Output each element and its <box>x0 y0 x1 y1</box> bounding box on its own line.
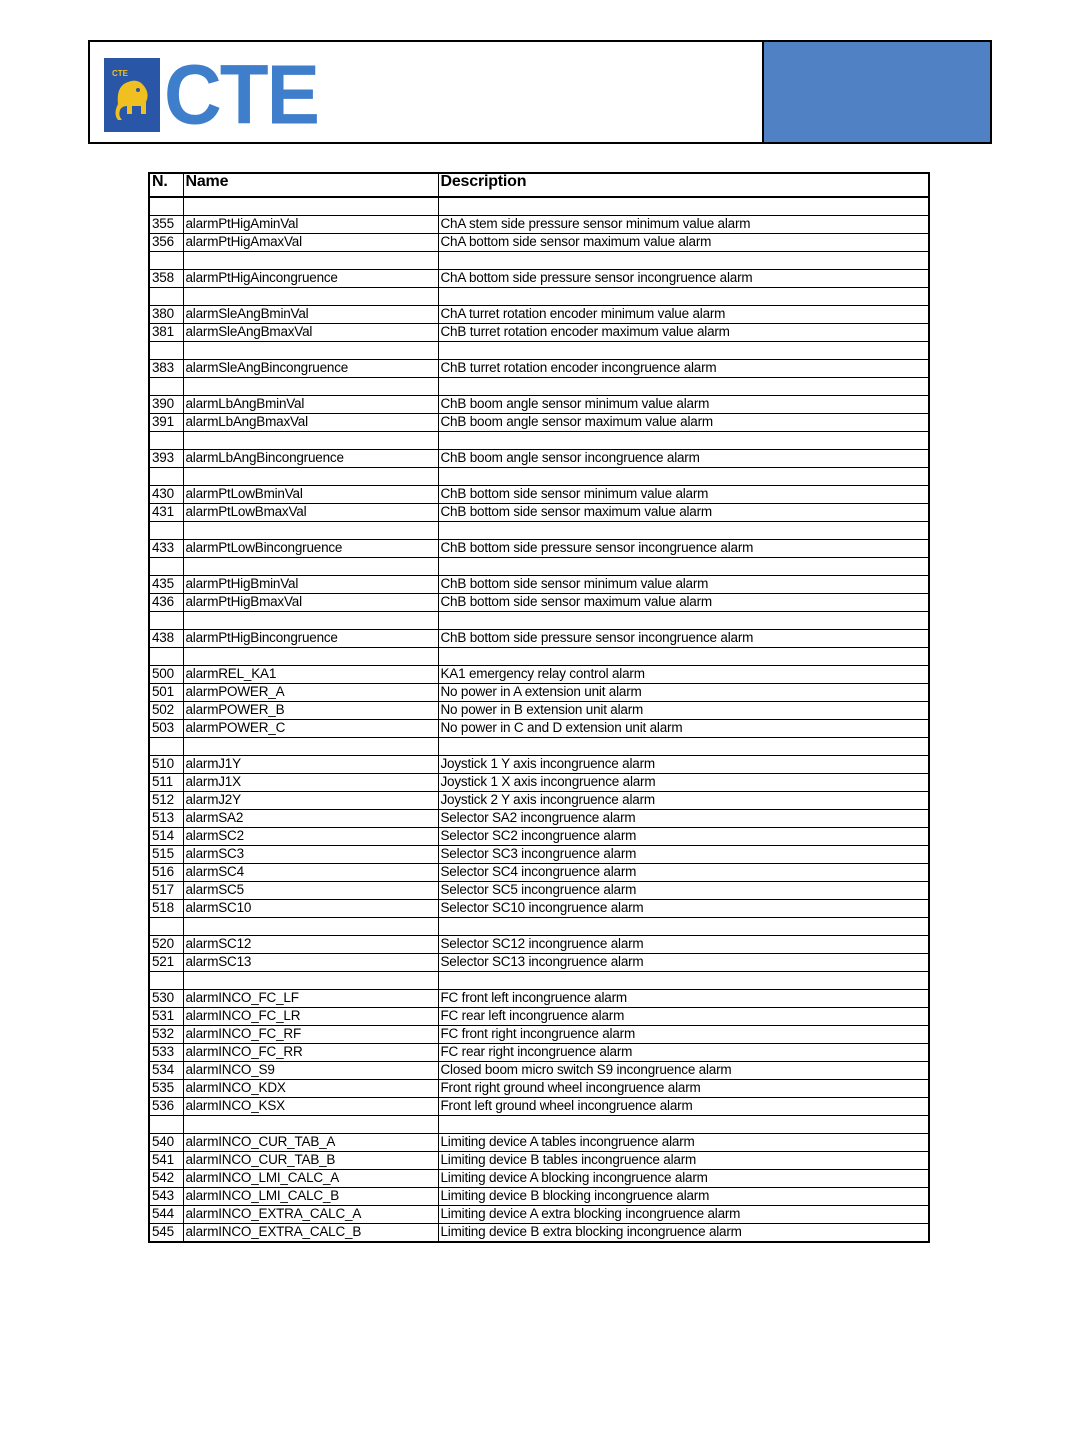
table-row <box>149 864 929 882</box>
cell-number: 521 <box>149 954 183 972</box>
cell-name: alarmINCO_LMI_CALC_B <box>183 1188 438 1206</box>
logo-text: CTE <box>164 47 318 142</box>
table-row <box>149 882 929 900</box>
cell-name: alarmINCO_FC_LR <box>183 1008 438 1026</box>
cell-number: 513 <box>149 810 183 828</box>
cell-description: ChB turret rotation encoder maximum value alarm <box>438 324 929 342</box>
table-row <box>149 1134 929 1152</box>
cell-name: alarmPtHigBmaxVal <box>183 594 438 612</box>
cell-number: 500 <box>149 666 183 684</box>
cell-name: alarmPtHigBincongruence <box>183 630 438 648</box>
header-blue-panel <box>762 42 990 142</box>
cell-number: 534 <box>149 1062 183 1080</box>
cell-name <box>183 288 438 306</box>
cell-number: 544 <box>149 1206 183 1224</box>
cell-number: 515 <box>149 846 183 864</box>
table-row-gap <box>149 197 929 216</box>
table-row <box>149 270 929 288</box>
cell-description: ChB boom angle sensor minimum value alarm <box>438 396 929 414</box>
cell-description: FC front left incongruence alarm <box>438 990 929 1008</box>
cell-description: ChA bottom side pressure sensor incongruence alarm <box>438 270 929 288</box>
table-row-gap <box>149 558 929 576</box>
table-row-gap <box>149 918 929 936</box>
cell-name <box>183 918 438 936</box>
table-row <box>149 1206 929 1224</box>
table-row <box>149 324 929 342</box>
cell-number: 355 <box>149 216 183 234</box>
cell-description: Selector SA2 incongruence alarm <box>438 810 929 828</box>
cell-description: Selector SC12 incongruence alarm <box>438 936 929 954</box>
document-header <box>88 40 992 144</box>
table-row <box>149 1080 929 1098</box>
cell-number <box>149 378 183 396</box>
cell-name: alarmINCO_KDX <box>183 1080 438 1098</box>
column-header-description: Description <box>438 173 929 197</box>
cell-description <box>438 378 929 396</box>
cell-description: FC front right incongruence alarm <box>438 1026 929 1044</box>
cell-description: ChB bottom side pressure sensor incongruence alarm <box>438 540 929 558</box>
cell-number: 436 <box>149 594 183 612</box>
cell-number: 520 <box>149 936 183 954</box>
table-row-gap <box>149 252 929 270</box>
cell-name: alarmSC12 <box>183 936 438 954</box>
cell-description: Joystick 1 Y axis incongruence alarm <box>438 756 929 774</box>
cell-name <box>183 197 438 216</box>
cell-number: 503 <box>149 720 183 738</box>
table-row <box>149 1062 929 1080</box>
cell-description: ChB bottom side pressure sensor incongruence alarm <box>438 630 929 648</box>
cell-number: 502 <box>149 702 183 720</box>
cell-name: alarmSC3 <box>183 846 438 864</box>
cell-number: 511 <box>149 774 183 792</box>
cell-number <box>149 558 183 576</box>
table-row-gap <box>149 738 929 756</box>
cell-description <box>438 288 929 306</box>
cell-number: 435 <box>149 576 183 594</box>
table-row <box>149 990 929 1008</box>
cell-name: alarmSC13 <box>183 954 438 972</box>
cell-name: alarmLbAngBminVal <box>183 396 438 414</box>
cell-description: Selector SC13 incongruence alarm <box>438 954 929 972</box>
cell-number <box>149 918 183 936</box>
cell-name: alarmSC4 <box>183 864 438 882</box>
table-row <box>149 828 929 846</box>
cell-number: 533 <box>149 1044 183 1062</box>
table-row <box>149 774 929 792</box>
table-row <box>149 216 929 234</box>
cell-number: 430 <box>149 486 183 504</box>
cell-description: ChB bottom side sensor maximum value alarm <box>438 594 929 612</box>
cell-number <box>149 197 183 216</box>
cell-name: alarmINCO_S9 <box>183 1062 438 1080</box>
cell-number: 531 <box>149 1008 183 1026</box>
table-row <box>149 1152 929 1170</box>
cell-number: 438 <box>149 630 183 648</box>
cell-description <box>438 522 929 540</box>
cell-number <box>149 252 183 270</box>
table-row <box>149 540 929 558</box>
alarm-table <box>148 172 930 1243</box>
cell-number: 536 <box>149 1098 183 1116</box>
cell-name: alarmINCO_CUR_TAB_B <box>183 1152 438 1170</box>
table-row <box>149 792 929 810</box>
cell-name: alarmSA2 <box>183 810 438 828</box>
cell-name <box>183 612 438 630</box>
table-row <box>149 504 929 522</box>
table-row-gap <box>149 522 929 540</box>
cell-number <box>149 612 183 630</box>
cell-name: alarmPtLowBmaxVal <box>183 504 438 522</box>
cell-number: 530 <box>149 990 183 1008</box>
table-row <box>149 846 929 864</box>
cell-number: 540 <box>149 1134 183 1152</box>
cell-number: 518 <box>149 900 183 918</box>
cell-name: alarmPOWER_A <box>183 684 438 702</box>
cell-description <box>438 432 929 450</box>
cell-number: 381 <box>149 324 183 342</box>
cell-name: alarmSleAngBminVal <box>183 306 438 324</box>
table-row-gap <box>149 972 929 990</box>
table-row <box>149 684 929 702</box>
cell-description: Limiting device B extra blocking incongruence alarm <box>438 1224 929 1243</box>
cell-number: 356 <box>149 234 183 252</box>
cell-name <box>183 972 438 990</box>
cell-description: Joystick 2 Y axis incongruence alarm <box>438 792 929 810</box>
svg-text:CTE: CTE <box>112 69 128 78</box>
cell-name: alarmINCO_CUR_TAB_A <box>183 1134 438 1152</box>
cell-description: ChA stem side pressure sensor minimum value alarm <box>438 216 929 234</box>
cell-name: alarmPOWER_C <box>183 720 438 738</box>
cell-number: 514 <box>149 828 183 846</box>
table-row <box>149 936 929 954</box>
table-row-gap <box>149 612 929 630</box>
cell-name: alarmINCO_FC_RR <box>183 1044 438 1062</box>
cell-number: 390 <box>149 396 183 414</box>
cell-description: Closed boom micro switch S9 incongruence alarm <box>438 1062 929 1080</box>
cell-name: alarmINCO_EXTRA_CALC_B <box>183 1224 438 1243</box>
cell-number <box>149 468 183 486</box>
cell-description: Front left ground wheel incongruence alarm <box>438 1098 929 1116</box>
table-row <box>149 414 929 432</box>
cell-description: Limiting device B blocking incongruence alarm <box>438 1188 929 1206</box>
cell-name: alarmINCO_LMI_CALC_A <box>183 1170 438 1188</box>
cell-number: 535 <box>149 1080 183 1098</box>
table-row <box>149 630 929 648</box>
cell-name: alarmPtHigAincongruence <box>183 270 438 288</box>
table-row <box>149 720 929 738</box>
cell-description: ChA turret rotation encoder minimum value alarm <box>438 306 929 324</box>
cell-description <box>438 558 929 576</box>
cell-description: ChB boom angle sensor incongruence alarm <box>438 450 929 468</box>
cell-name: alarmPtLowBminVal <box>183 486 438 504</box>
cell-description: Selector SC4 incongruence alarm <box>438 864 929 882</box>
cell-name: alarmSC2 <box>183 828 438 846</box>
table-row <box>149 702 929 720</box>
table-row <box>149 954 929 972</box>
table-row <box>149 810 929 828</box>
cell-name <box>183 468 438 486</box>
cell-description: Limiting device B tables incongruence alarm <box>438 1152 929 1170</box>
table-header-row <box>149 173 929 197</box>
cell-number: 501 <box>149 684 183 702</box>
cell-description <box>438 342 929 360</box>
cell-number: 542 <box>149 1170 183 1188</box>
cell-name <box>183 432 438 450</box>
table-row <box>149 1170 929 1188</box>
cell-number: 545 <box>149 1224 183 1243</box>
cell-name: alarmPtLowBincongruence <box>183 540 438 558</box>
cell-description: FC rear right incongruence alarm <box>438 1044 929 1062</box>
cell-name: alarmPtHigBminVal <box>183 576 438 594</box>
elephant-logo-icon <box>104 58 160 132</box>
cell-description <box>438 612 929 630</box>
cell-description: Selector SC5 incongruence alarm <box>438 882 929 900</box>
cell-name: alarmINCO_FC_RF <box>183 1026 438 1044</box>
cell-name: alarmJ1Y <box>183 756 438 774</box>
table-row-gap <box>149 288 929 306</box>
cell-number <box>149 738 183 756</box>
cell-name <box>183 648 438 666</box>
cell-number: 380 <box>149 306 183 324</box>
column-header-name: Name <box>183 173 438 197</box>
table-row <box>149 1098 929 1116</box>
cell-description: KA1 emergency relay control alarm <box>438 666 929 684</box>
cell-description: Limiting device A extra blocking incongruence alarm <box>438 1206 929 1224</box>
cell-description: Selector SC3 incongruence alarm <box>438 846 929 864</box>
cell-name: alarmPtHigAmaxVal <box>183 234 438 252</box>
cell-number: 391 <box>149 414 183 432</box>
cell-name: alarmINCO_EXTRA_CALC_A <box>183 1206 438 1224</box>
cell-name: alarmINCO_KSX <box>183 1098 438 1116</box>
cell-description <box>438 468 929 486</box>
table-row <box>149 666 929 684</box>
table-row-gap <box>149 432 929 450</box>
cell-description: ChB bottom side sensor minimum value alarm <box>438 576 929 594</box>
cell-description: ChB bottom side sensor minimum value alarm <box>438 486 929 504</box>
cte-logo <box>104 47 318 142</box>
table-row <box>149 1044 929 1062</box>
cell-description: FC rear left incongruence alarm <box>438 1008 929 1026</box>
table-row <box>149 1008 929 1026</box>
cell-name: alarmINCO_FC_LF <box>183 990 438 1008</box>
cell-name: alarmJ1X <box>183 774 438 792</box>
table-row <box>149 234 929 252</box>
cell-description <box>438 918 929 936</box>
cell-number: 510 <box>149 756 183 774</box>
column-header-number: N. <box>149 173 183 197</box>
cell-name: alarmJ2Y <box>183 792 438 810</box>
table-row <box>149 486 929 504</box>
table-row <box>149 594 929 612</box>
cell-name: alarmSC10 <box>183 900 438 918</box>
table-row <box>149 1224 929 1243</box>
cell-number: 517 <box>149 882 183 900</box>
table-row-gap <box>149 1116 929 1134</box>
cell-name: alarmPOWER_B <box>183 702 438 720</box>
cell-description: No power in A extension unit alarm <box>438 684 929 702</box>
table-row-gap <box>149 378 929 396</box>
cell-description: Joystick 1 X axis incongruence alarm <box>438 774 929 792</box>
cell-number: 516 <box>149 864 183 882</box>
cell-name <box>183 522 438 540</box>
cell-number: 431 <box>149 504 183 522</box>
table-row <box>149 450 929 468</box>
cell-number: 383 <box>149 360 183 378</box>
cell-name: alarmLbAngBincongruence <box>183 450 438 468</box>
cell-name <box>183 378 438 396</box>
cell-description: No power in B extension unit alarm <box>438 702 929 720</box>
cell-name <box>183 342 438 360</box>
cell-description: ChB boom angle sensor maximum value alarm <box>438 414 929 432</box>
table-row <box>149 396 929 414</box>
table-row-gap <box>149 648 929 666</box>
cell-description <box>438 648 929 666</box>
table-row <box>149 1026 929 1044</box>
cell-name: alarmREL_KA1 <box>183 666 438 684</box>
cell-name <box>183 738 438 756</box>
cell-name: alarmSleAngBmaxVal <box>183 324 438 342</box>
cell-number: 393 <box>149 450 183 468</box>
cell-number <box>149 288 183 306</box>
cell-description <box>438 252 929 270</box>
cell-name: alarmPtHigAminVal <box>183 216 438 234</box>
cell-number <box>149 342 183 360</box>
cell-description <box>438 972 929 990</box>
cell-name <box>183 558 438 576</box>
cell-description: ChA bottom side sensor maximum value alarm <box>438 234 929 252</box>
cell-number: 512 <box>149 792 183 810</box>
cell-description: Selector SC2 incongruence alarm <box>438 828 929 846</box>
cell-number <box>149 1116 183 1134</box>
cell-name <box>183 1116 438 1134</box>
cell-number: 358 <box>149 270 183 288</box>
cell-number: 433 <box>149 540 183 558</box>
cell-description: Front right ground wheel incongruence alarm <box>438 1080 929 1098</box>
cell-description: ChB turret rotation encoder incongruence alarm <box>438 360 929 378</box>
cell-number <box>149 522 183 540</box>
cell-number <box>149 432 183 450</box>
cell-number <box>149 648 183 666</box>
table-row <box>149 900 929 918</box>
cell-description: Selector SC10 incongruence alarm <box>438 900 929 918</box>
cell-number: 541 <box>149 1152 183 1170</box>
cell-name: alarmSleAngBincongruence <box>183 360 438 378</box>
table-row <box>149 360 929 378</box>
table-row-gap <box>149 342 929 360</box>
table-row <box>149 1188 929 1206</box>
cell-number <box>149 972 183 990</box>
cell-description: Limiting device A blocking incongruence alarm <box>438 1170 929 1188</box>
table-row-gap <box>149 468 929 486</box>
cell-number: 543 <box>149 1188 183 1206</box>
cell-description <box>438 1116 929 1134</box>
cell-description <box>438 197 929 216</box>
cell-name: alarmSC5 <box>183 882 438 900</box>
table-row <box>149 306 929 324</box>
cell-name: alarmLbAngBmaxVal <box>183 414 438 432</box>
table-row <box>149 756 929 774</box>
cell-description: Limiting device A tables incongruence alarm <box>438 1134 929 1152</box>
table-row <box>149 576 929 594</box>
cell-description: ChB bottom side sensor maximum value alarm <box>438 504 929 522</box>
cell-name <box>183 252 438 270</box>
cell-number: 532 <box>149 1026 183 1044</box>
cell-description: No power in C and D extension unit alarm <box>438 720 929 738</box>
cell-description <box>438 738 929 756</box>
